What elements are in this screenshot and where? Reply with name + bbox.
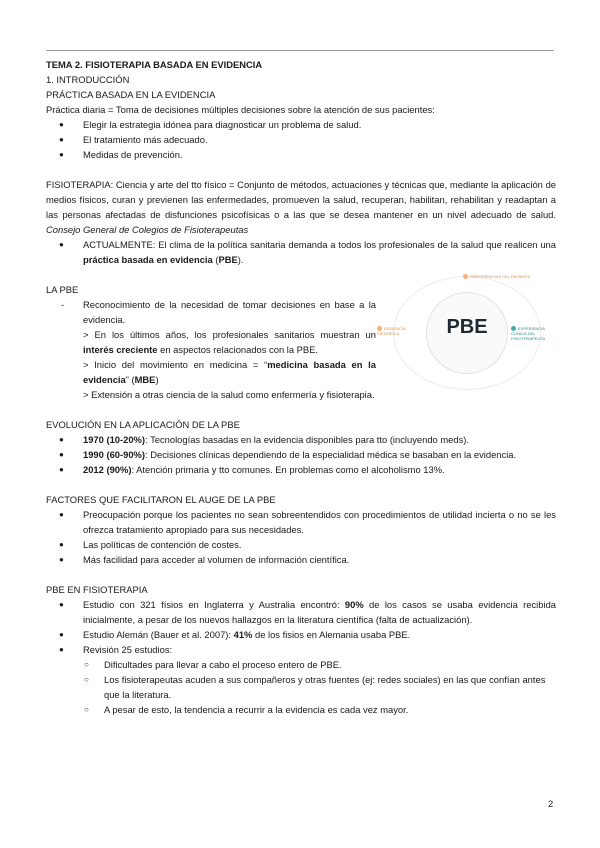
diagram-center-circle [426,292,508,374]
pbe-diagram [371,272,561,390]
header-rule [46,50,554,51]
list-item: ● Estudio con 321 físios en Inglaterra y Australia encontró: 90% de los casos se usaba evidencia recibida inicialmente, a pesar de los nuevos hallazgos en la literatura científica (falta de actualización). [46,597,556,627]
section-heading-practica: PRÁCTICA BASADA EN LA EVIDENCIA [46,89,216,100]
practica-diaria-text: Práctica diaria = Toma de decisiones múltiples decisiones sobre la atención de sus pacientes: [46,104,435,115]
diagram-node-right: EXPERIENCIA CLÍNICA DEL FISIOTERAPEUTA [511,326,546,342]
section-heading-evolucion: EVOLUCIÓN EN LA APLICACIÓN DE LA PBE [46,419,240,430]
section-heading-factores: FACTORES QUE FACILITARON EL AUGE DE LA PBE [46,494,276,505]
actualmente-list [46,237,556,267]
list-item: ● 1990 (60-90%): Decisiones clínicas dependiendo de la especialidad médica se basaban en la evidencia. [46,447,556,462]
list-item: ● Las políticas de contención de costes. [46,537,556,552]
sublist-item: ○ A pesar de esto, la tendencia a recurrir a la evidencia es cada vez mayor. [46,702,556,717]
section-heading-intro: 1. INTRODUCCIÓN [46,74,130,85]
list-item: - Reconocimiento de la necesidad de tomar decisiones en base a la evidencia. > En los últimos años, los profesionales sanitarios muestran un interés creciente en aspectos relacionados con la PBE. > Inicio del movimiento en medicina = “medicina basada en la evidencia” (MBE) > Extensión a otras ciencia de la salud como enfermería y fisioterapia. [46,297,376,402]
list-item: ● El tratamiento más adecuado. [46,132,556,147]
diagram-node-top: PREFERENCIAS DEL PACIENTE [463,274,531,279]
practica-list [46,117,556,162]
la-pbe-section [46,274,556,402]
diagram-center-label: PBE [446,316,488,338]
list-item: ● ACTUALMENTE: El clima de la política sanitaria demanda a todos los profesionales de la salud que realicen una práctica basada en evidencia (PBE). [46,237,556,267]
list-item: ● Más facilidad para acceder al volumen de información científica. [46,552,556,567]
diagram-node-left: EVIDENCIA CIENTÍFICA [377,326,406,337]
list-item: ● Elegir la estrategia idónea para diagnosticar un problema de salud. [46,117,556,132]
pbe-fisio-list [46,597,556,657]
list-item: ● Medidas de prevención. [46,147,556,162]
fisioterapia-definition [46,177,556,237]
document-page [46,57,556,717]
page-number: 2 [548,798,554,809]
definition-text: FISIOTERAPIA: Ciencia y arte del tto físico = Conjunto de métodos, actuaciones y técnicas que, mediante la aplicación de medios físicos, curan y previenen las enfermedades, promueven la salud, recuperan, habilitan, rehabilitan y readaptan a las personas afectadas de disfunciones psicofísicas o a las que se desea mantener en un nivel adecuado de salud. [46,179,556,220]
section-heading-la-pbe: LA PBE [46,284,79,295]
sublist-item: ○ Los fisioterapeutas acuden a sus compañeros y otras fuentes (ej: redes sociales) en las que confían antes que la literatura. [46,672,556,702]
list-item: ● Estudio Alemán (Bauer et al. 2007): 41% de los fisios en Alemania usaba PBE. [46,627,556,642]
definition-source: Consejo General de Colegios de Fisioterapeutas [46,224,249,235]
la-pbe-list [46,297,376,402]
revision-sublist [46,657,556,717]
list-item: ● 1970 (10-20%): Tecnologías basadas en la evidencia disponibles para tto (incluyendo meds). [46,432,556,447]
section-heading-pbe-fisio: PBE EN FISIOTERAPIA [46,584,148,595]
evolucion-list [46,432,556,477]
list-item: ● 2012 (90%): Atención primaria y tto comunes. En problemas como el alcoholismo 13%. [46,462,556,477]
factores-list [46,507,556,567]
sublist-item: ○ Dificultades para llevar a cabo el proceso entero de PBE. [46,657,556,672]
list-item: ● Revisión 25 estudios: [46,642,556,657]
list-item: ● Preocupación porque los pacientes no sean sobreentendidos con procedimientos de utilidad incierta o no se les ofrezca tratamiento apropiado para sus necesidades. [46,507,556,537]
document-title: TEMA 2. FISIOTERAPIA BASADA EN EVIDENCIA [46,59,263,70]
